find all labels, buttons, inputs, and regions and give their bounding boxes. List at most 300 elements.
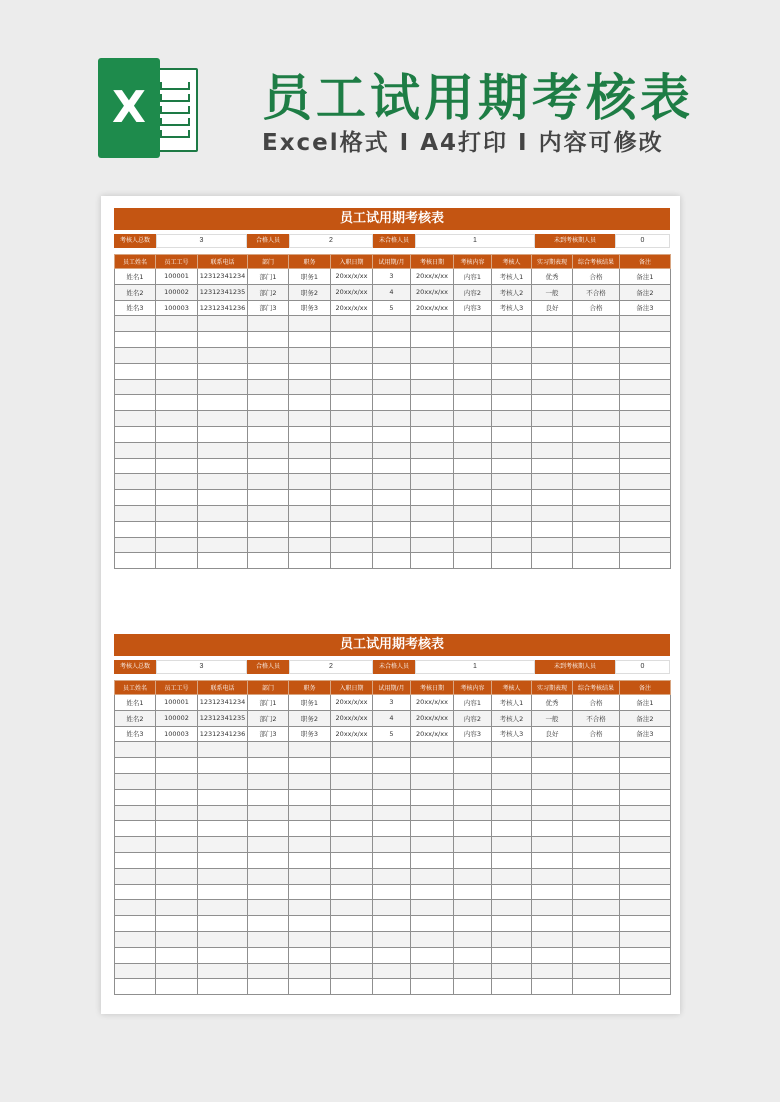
- table-cell[interactable]: [492, 963, 532, 979]
- table-cell[interactable]: [289, 521, 331, 537]
- table-cell[interactable]: [331, 821, 373, 837]
- table-cell[interactable]: [373, 916, 411, 932]
- table-cell[interactable]: [248, 490, 289, 506]
- table-cell[interactable]: [115, 805, 156, 821]
- table-cell[interactable]: [573, 742, 620, 758]
- table-cell[interactable]: 20xx/x/xx: [411, 726, 454, 742]
- table-cell[interactable]: 100003: [156, 726, 198, 742]
- table-cell[interactable]: [289, 316, 331, 332]
- table-cell[interactable]: [373, 742, 411, 758]
- table-cell[interactable]: 良好: [532, 726, 573, 742]
- table-cell[interactable]: [573, 979, 620, 995]
- table-cell[interactable]: [573, 395, 620, 411]
- table-cell[interactable]: [115, 363, 156, 379]
- table-cell[interactable]: [331, 316, 373, 332]
- table-cell[interactable]: [532, 316, 573, 332]
- table-cell[interactable]: [331, 837, 373, 853]
- table-cell[interactable]: [620, 773, 671, 789]
- table-cell[interactable]: [620, 363, 671, 379]
- table-cell[interactable]: [620, 395, 671, 411]
- table-cell[interactable]: [198, 553, 248, 569]
- table-cell[interactable]: [411, 426, 454, 442]
- table-cell[interactable]: [454, 868, 492, 884]
- table-cell[interactable]: 内容3: [454, 726, 492, 742]
- table-cell[interactable]: [373, 947, 411, 963]
- table-cell[interactable]: [620, 916, 671, 932]
- table-cell[interactable]: [115, 852, 156, 868]
- table-cell[interactable]: [248, 363, 289, 379]
- table-cell[interactable]: [198, 947, 248, 963]
- table-cell[interactable]: [289, 868, 331, 884]
- table-cell[interactable]: [331, 411, 373, 427]
- table-cell[interactable]: [620, 821, 671, 837]
- table-cell[interactable]: [115, 916, 156, 932]
- table-cell[interactable]: [532, 900, 573, 916]
- table-cell[interactable]: [289, 963, 331, 979]
- table-cell[interactable]: [532, 363, 573, 379]
- table-cell[interactable]: 100001: [156, 695, 198, 711]
- table-cell[interactable]: [411, 868, 454, 884]
- table-cell[interactable]: [411, 395, 454, 411]
- table-cell[interactable]: [532, 505, 573, 521]
- table-cell[interactable]: [198, 332, 248, 348]
- table-cell[interactable]: [248, 868, 289, 884]
- table-cell[interactable]: [248, 931, 289, 947]
- table-cell[interactable]: 100001: [156, 269, 198, 285]
- table-cell[interactable]: [115, 521, 156, 537]
- table-cell[interactable]: 优秀: [532, 269, 573, 285]
- table-cell[interactable]: [532, 553, 573, 569]
- table-cell[interactable]: [532, 805, 573, 821]
- table-cell[interactable]: [115, 505, 156, 521]
- table-cell[interactable]: [373, 868, 411, 884]
- table-cell[interactable]: [492, 742, 532, 758]
- table-cell[interactable]: 考核人2: [492, 284, 532, 300]
- table-cell[interactable]: [492, 395, 532, 411]
- table-cell[interactable]: [532, 537, 573, 553]
- table-cell[interactable]: [248, 442, 289, 458]
- table-cell[interactable]: [115, 347, 156, 363]
- table-cell[interactable]: [492, 805, 532, 821]
- table-cell[interactable]: 备注3: [620, 300, 671, 316]
- table-cell[interactable]: [115, 316, 156, 332]
- table-cell[interactable]: [331, 332, 373, 348]
- table-cell[interactable]: [373, 442, 411, 458]
- table-cell[interactable]: [248, 537, 289, 553]
- table-cell[interactable]: [248, 426, 289, 442]
- table-cell[interactable]: [198, 805, 248, 821]
- table-cell[interactable]: [198, 474, 248, 490]
- table-cell[interactable]: 备注1: [620, 269, 671, 285]
- table-cell[interactable]: [373, 411, 411, 427]
- summary-value[interactable]: 3: [156, 660, 247, 674]
- table-cell[interactable]: [373, 789, 411, 805]
- table-cell[interactable]: [115, 773, 156, 789]
- table-cell[interactable]: [532, 821, 573, 837]
- table-cell[interactable]: [198, 931, 248, 947]
- table-cell[interactable]: [454, 347, 492, 363]
- table-cell[interactable]: [411, 458, 454, 474]
- table-cell[interactable]: [373, 837, 411, 853]
- table-cell[interactable]: 20xx/x/xx: [331, 726, 373, 742]
- table-cell[interactable]: 12312341236: [198, 300, 248, 316]
- table-cell[interactable]: [573, 474, 620, 490]
- table-cell[interactable]: [492, 363, 532, 379]
- table-cell[interactable]: [331, 379, 373, 395]
- table-cell[interactable]: [532, 332, 573, 348]
- table-cell[interactable]: [573, 332, 620, 348]
- table-cell[interactable]: [620, 805, 671, 821]
- table-cell[interactable]: [331, 395, 373, 411]
- table-cell[interactable]: [411, 963, 454, 979]
- table-cell[interactable]: [532, 347, 573, 363]
- table-cell[interactable]: [156, 316, 198, 332]
- table-cell[interactable]: [454, 537, 492, 553]
- table-cell[interactable]: 部门3: [248, 300, 289, 316]
- table-cell[interactable]: 3: [373, 695, 411, 711]
- table-cell[interactable]: [573, 505, 620, 521]
- table-cell[interactable]: [156, 553, 198, 569]
- table-cell[interactable]: [331, 931, 373, 947]
- table-cell[interactable]: [331, 742, 373, 758]
- table-cell[interactable]: [198, 821, 248, 837]
- table-cell[interactable]: 职务3: [289, 726, 331, 742]
- table-cell[interactable]: [373, 332, 411, 348]
- table-cell[interactable]: [411, 979, 454, 995]
- table-cell[interactable]: 职务2: [289, 284, 331, 300]
- table-cell[interactable]: [198, 884, 248, 900]
- table-cell[interactable]: [573, 458, 620, 474]
- table-cell[interactable]: [331, 805, 373, 821]
- table-cell[interactable]: [156, 521, 198, 537]
- table-cell[interactable]: 20xx/x/xx: [411, 695, 454, 711]
- table-cell[interactable]: [411, 821, 454, 837]
- table-cell[interactable]: 20xx/x/xx: [411, 300, 454, 316]
- summary-value[interactable]: 0: [615, 234, 670, 248]
- table-cell[interactable]: 5: [373, 300, 411, 316]
- table-cell[interactable]: 合格: [573, 695, 620, 711]
- table-cell[interactable]: [573, 521, 620, 537]
- table-cell[interactable]: [156, 474, 198, 490]
- table-cell[interactable]: [331, 426, 373, 442]
- table-cell[interactable]: 12312341234: [198, 695, 248, 711]
- table-cell[interactable]: [411, 931, 454, 947]
- table-cell[interactable]: [492, 979, 532, 995]
- table-cell[interactable]: [492, 884, 532, 900]
- table-cell[interactable]: 备注3: [620, 726, 671, 742]
- table-cell[interactable]: [492, 411, 532, 427]
- table-cell[interactable]: [411, 758, 454, 774]
- table-cell[interactable]: [156, 979, 198, 995]
- table-cell[interactable]: [411, 490, 454, 506]
- table-cell[interactable]: [289, 852, 331, 868]
- table-cell[interactable]: [573, 852, 620, 868]
- table-cell[interactable]: 内容3: [454, 300, 492, 316]
- table-cell[interactable]: 20xx/x/xx: [331, 695, 373, 711]
- table-cell[interactable]: [198, 458, 248, 474]
- table-cell[interactable]: [331, 789, 373, 805]
- table-cell[interactable]: [492, 521, 532, 537]
- table-cell[interactable]: [492, 852, 532, 868]
- table-cell[interactable]: [573, 442, 620, 458]
- table-cell[interactable]: [532, 931, 573, 947]
- table-cell[interactable]: [248, 347, 289, 363]
- table-cell[interactable]: [289, 789, 331, 805]
- table-cell[interactable]: [454, 805, 492, 821]
- table-cell[interactable]: 部门2: [248, 284, 289, 300]
- table-cell[interactable]: [156, 490, 198, 506]
- table-cell[interactable]: [115, 395, 156, 411]
- table-cell[interactable]: 合格: [573, 269, 620, 285]
- table-cell[interactable]: 3: [373, 269, 411, 285]
- table-cell[interactable]: 12312341235: [198, 284, 248, 300]
- table-cell[interactable]: [492, 789, 532, 805]
- table-cell[interactable]: [373, 979, 411, 995]
- table-cell[interactable]: [573, 805, 620, 821]
- table-cell[interactable]: [248, 837, 289, 853]
- summary-value[interactable]: 3: [156, 234, 247, 248]
- table-cell[interactable]: [373, 553, 411, 569]
- table-cell[interactable]: 良好: [532, 300, 573, 316]
- table-cell[interactable]: 部门2: [248, 710, 289, 726]
- table-cell[interactable]: [248, 805, 289, 821]
- table-cell[interactable]: 一般: [532, 284, 573, 300]
- table-cell[interactable]: [454, 852, 492, 868]
- table-cell[interactable]: [454, 474, 492, 490]
- table-cell[interactable]: [573, 411, 620, 427]
- table-cell[interactable]: [454, 395, 492, 411]
- table-cell[interactable]: [198, 379, 248, 395]
- table-cell[interactable]: [454, 773, 492, 789]
- table-cell[interactable]: [248, 963, 289, 979]
- table-cell[interactable]: [289, 537, 331, 553]
- table-cell[interactable]: 4: [373, 710, 411, 726]
- table-cell[interactable]: [115, 837, 156, 853]
- table-cell[interactable]: 4: [373, 284, 411, 300]
- table-cell[interactable]: [373, 805, 411, 821]
- table-cell[interactable]: [248, 979, 289, 995]
- table-cell[interactable]: 考核人1: [492, 269, 532, 285]
- table-cell[interactable]: [373, 316, 411, 332]
- table-cell[interactable]: [289, 458, 331, 474]
- table-cell[interactable]: [492, 537, 532, 553]
- table-cell[interactable]: [115, 490, 156, 506]
- table-cell[interactable]: [454, 884, 492, 900]
- table-cell[interactable]: [115, 411, 156, 427]
- table-cell[interactable]: [411, 411, 454, 427]
- table-cell[interactable]: [115, 553, 156, 569]
- table-cell[interactable]: [573, 837, 620, 853]
- table-cell[interactable]: [115, 442, 156, 458]
- table-cell[interactable]: [454, 947, 492, 963]
- table-cell[interactable]: [620, 442, 671, 458]
- table-cell[interactable]: [411, 363, 454, 379]
- summary-value[interactable]: 1: [415, 234, 535, 248]
- table-cell[interactable]: [289, 947, 331, 963]
- table-cell[interactable]: [248, 916, 289, 932]
- table-cell[interactable]: [289, 931, 331, 947]
- table-cell[interactable]: [411, 837, 454, 853]
- table-cell[interactable]: [492, 426, 532, 442]
- table-cell[interactable]: [289, 805, 331, 821]
- table-cell[interactable]: 部门1: [248, 695, 289, 711]
- table-cell[interactable]: [115, 884, 156, 900]
- table-cell[interactable]: [198, 363, 248, 379]
- table-cell[interactable]: [289, 426, 331, 442]
- table-cell[interactable]: [620, 963, 671, 979]
- table-cell[interactable]: [532, 411, 573, 427]
- table-cell[interactable]: [248, 758, 289, 774]
- table-cell[interactable]: [620, 537, 671, 553]
- table-cell[interactable]: [373, 363, 411, 379]
- table-cell[interactable]: [156, 379, 198, 395]
- table-cell[interactable]: 不合格: [573, 284, 620, 300]
- table-cell[interactable]: [248, 553, 289, 569]
- table-cell[interactable]: [115, 742, 156, 758]
- table-cell[interactable]: 部门3: [248, 726, 289, 742]
- table-cell[interactable]: [248, 789, 289, 805]
- table-cell[interactable]: 姓名1: [115, 695, 156, 711]
- table-cell[interactable]: [620, 411, 671, 427]
- table-cell[interactable]: [156, 442, 198, 458]
- table-cell[interactable]: [620, 347, 671, 363]
- table-cell[interactable]: [411, 900, 454, 916]
- table-cell[interactable]: [289, 363, 331, 379]
- table-cell[interactable]: 内容2: [454, 710, 492, 726]
- summary-value[interactable]: 2: [289, 660, 373, 674]
- table-cell[interactable]: 不合格: [573, 710, 620, 726]
- table-cell[interactable]: 12312341235: [198, 710, 248, 726]
- table-cell[interactable]: [492, 868, 532, 884]
- table-cell[interactable]: 合格: [573, 300, 620, 316]
- table-cell[interactable]: [289, 395, 331, 411]
- table-cell[interactable]: 20xx/x/xx: [331, 300, 373, 316]
- table-cell[interactable]: [198, 789, 248, 805]
- table-cell[interactable]: [373, 537, 411, 553]
- table-cell[interactable]: 内容1: [454, 269, 492, 285]
- table-cell[interactable]: [620, 758, 671, 774]
- table-cell[interactable]: [454, 837, 492, 853]
- table-cell[interactable]: [289, 442, 331, 458]
- table-cell[interactable]: [532, 852, 573, 868]
- table-cell[interactable]: [492, 916, 532, 932]
- table-cell[interactable]: [115, 868, 156, 884]
- table-cell[interactable]: [248, 316, 289, 332]
- table-cell[interactable]: [454, 758, 492, 774]
- table-cell[interactable]: [373, 379, 411, 395]
- table-cell[interactable]: [620, 742, 671, 758]
- table-cell[interactable]: [115, 963, 156, 979]
- table-cell[interactable]: [331, 868, 373, 884]
- table-cell[interactable]: [289, 884, 331, 900]
- table-cell[interactable]: [454, 789, 492, 805]
- table-cell[interactable]: [373, 521, 411, 537]
- table-cell[interactable]: [373, 490, 411, 506]
- table-cell[interactable]: [156, 332, 198, 348]
- table-cell[interactable]: 12312341234: [198, 269, 248, 285]
- table-cell[interactable]: [411, 742, 454, 758]
- table-cell[interactable]: [411, 947, 454, 963]
- table-cell[interactable]: [573, 884, 620, 900]
- table-cell[interactable]: [156, 347, 198, 363]
- table-cell[interactable]: [156, 931, 198, 947]
- table-cell[interactable]: [620, 521, 671, 537]
- table-cell[interactable]: [454, 458, 492, 474]
- table-cell[interactable]: 职务3: [289, 300, 331, 316]
- table-cell[interactable]: [454, 553, 492, 569]
- table-cell[interactable]: [373, 347, 411, 363]
- table-cell[interactable]: [289, 821, 331, 837]
- table-cell[interactable]: [331, 963, 373, 979]
- table-cell[interactable]: [289, 411, 331, 427]
- table-cell[interactable]: [532, 379, 573, 395]
- table-cell[interactable]: [373, 884, 411, 900]
- table-cell[interactable]: 考核人1: [492, 695, 532, 711]
- table-cell[interactable]: 备注2: [620, 710, 671, 726]
- table-cell[interactable]: [411, 884, 454, 900]
- table-cell[interactable]: [115, 537, 156, 553]
- table-cell[interactable]: [373, 931, 411, 947]
- table-cell[interactable]: [331, 852, 373, 868]
- table-cell[interactable]: [198, 490, 248, 506]
- table-cell[interactable]: 内容2: [454, 284, 492, 300]
- table-cell[interactable]: [115, 947, 156, 963]
- table-cell[interactable]: [620, 474, 671, 490]
- table-cell[interactable]: [411, 852, 454, 868]
- table-cell[interactable]: [454, 379, 492, 395]
- table-cell[interactable]: [248, 821, 289, 837]
- summary-value[interactable]: 2: [289, 234, 373, 248]
- table-cell[interactable]: [454, 979, 492, 995]
- table-cell[interactable]: [454, 900, 492, 916]
- table-cell[interactable]: [331, 916, 373, 932]
- table-cell[interactable]: [331, 537, 373, 553]
- table-cell[interactable]: [156, 868, 198, 884]
- table-cell[interactable]: [198, 316, 248, 332]
- table-cell[interactable]: [532, 884, 573, 900]
- table-cell[interactable]: [620, 426, 671, 442]
- table-cell[interactable]: [454, 411, 492, 427]
- table-cell[interactable]: 20xx/x/xx: [411, 269, 454, 285]
- table-cell[interactable]: [248, 411, 289, 427]
- table-cell[interactable]: [454, 963, 492, 979]
- table-cell[interactable]: [492, 773, 532, 789]
- table-cell[interactable]: [620, 789, 671, 805]
- table-cell[interactable]: [620, 316, 671, 332]
- table-cell[interactable]: [373, 773, 411, 789]
- table-cell[interactable]: [373, 426, 411, 442]
- table-cell[interactable]: [573, 963, 620, 979]
- table-cell[interactable]: [573, 916, 620, 932]
- table-cell[interactable]: [331, 363, 373, 379]
- table-cell[interactable]: [198, 837, 248, 853]
- table-cell[interactable]: [573, 537, 620, 553]
- table-cell[interactable]: [492, 821, 532, 837]
- table-cell[interactable]: [573, 868, 620, 884]
- table-cell[interactable]: [156, 363, 198, 379]
- table-cell[interactable]: [289, 837, 331, 853]
- table-cell[interactable]: 100002: [156, 710, 198, 726]
- table-cell[interactable]: [532, 868, 573, 884]
- table-cell[interactable]: 100002: [156, 284, 198, 300]
- table-cell[interactable]: [492, 931, 532, 947]
- table-cell[interactable]: [454, 363, 492, 379]
- table-cell[interactable]: [492, 505, 532, 521]
- table-cell[interactable]: 部门1: [248, 269, 289, 285]
- table-cell[interactable]: [156, 805, 198, 821]
- table-cell[interactable]: [198, 852, 248, 868]
- table-cell[interactable]: [620, 900, 671, 916]
